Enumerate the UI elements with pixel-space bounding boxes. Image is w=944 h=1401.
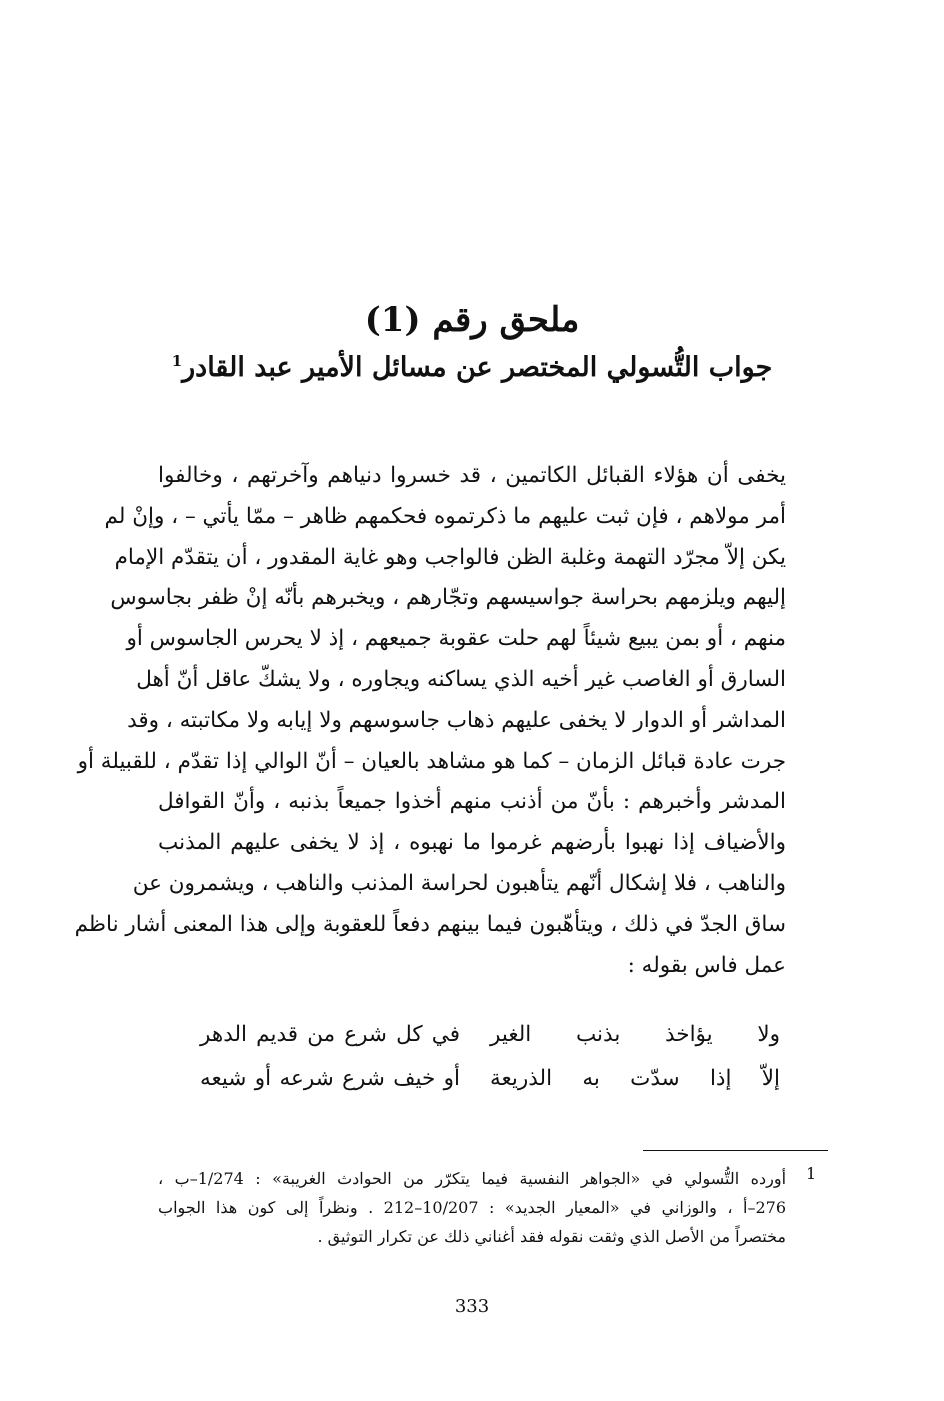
footnote-line: أورده التُّسولي في «الجواهر النفسية فيما يتكرّر من الحوادث الغريبة» : 1/274–ب ،	[158, 1169, 787, 1188]
verse-second-hemistich: أو خيف شرع شرعه أو شيعه	[200, 1066, 460, 1091]
verse-first-hemistich: إلاّ إذا سدّت به الذريعة	[490, 1066, 780, 1091]
body-line: عمل فاس بقوله :	[627, 952, 786, 978]
body-line: والناهب ، فلا إشكال أنّهم يتأهبون لحراسة المذنب والناهب ، ويشمرون عن	[132, 870, 786, 896]
page-number: 333	[454, 1296, 490, 1317]
subtitle-text: جواب التُّسولي المختصر عن مسائل الأمير عبد القادر	[182, 352, 773, 383]
body-paragraph	[74, 456, 786, 986]
body-line: المدشر وأخبرهم : بأنّ من أذنب منهم أخذوا جميعاً بذنبه ، وأنّ القوافل	[158, 789, 786, 815]
appendix-subtitle	[0, 352, 944, 383]
footnote	[158, 1164, 786, 1251]
body-line: السارق أو الغاصب غير أخيه الذي يساكنه ويجاوره ، ولا يشكّ عاقل أنّ أهل	[136, 666, 786, 692]
body-line: المداشر أو الدوار لا يخفى عليهم ذهاب جاسوسهم ولا إيابه ولا مكاتبته ، وقد	[127, 707, 786, 733]
body-line: والأضياف إذا نهبوا بأرضهم غرموا ما نهبوه ، إذ لا يخفى عليهم المذنب	[158, 830, 786, 856]
appendix-title: ملحق رقم (1)	[364, 300, 580, 340]
body-line: إليهم ويلزمهم بحراسة جواسيسهم وتجّارهم ، ويخبرهم بأنّه إنْ ظفر بجاسوس	[110, 585, 786, 611]
verse-second-hemistich: في كل شرع من قديم الدهر	[200, 1022, 460, 1047]
verse-first-hemistich: ولا يؤاخذ بذنب الغير	[490, 1022, 780, 1047]
footnote-reference: 1	[171, 352, 183, 370]
poem-verse	[200, 1066, 780, 1106]
body-line: يكن إلاّ مجرّد التهمة وغلبة الظن فالواجب وهو غاية المقدور ، أن يتقدّم الإمام	[114, 544, 786, 570]
footnote-line: مختصراً من الأصل الذي وثقت نقوله فقد أغناني ذلك عن تكرار التوثيق .	[317, 1227, 786, 1246]
footnote-line: 276–أ ، والوزاني في «المعيار الجديد» : 10/207–212 . ونظراً إلى كون هذا الجواب	[158, 1198, 786, 1217]
body-line: يخفى أن هؤلاء القبائل الكاتمين ، قد خسروا دنياهم وآخرتهم ، وخالفوا	[158, 463, 786, 488]
footnote-divider	[643, 1150, 828, 1151]
body-line: جرت عادة قبائل الزمان – كما هو مشاهد بالعيان – أنّ الوالي إذا تقدّم ، للقبيلة أو	[77, 748, 786, 774]
body-line: ساق الجدّ في ذلك ، ويتأهّبون فيما بينهم دفعاً للعقوبة وإلى هذا المعنى أشار ناظم	[74, 911, 786, 937]
body-line: منهم ، أو بمن يبيع شيئاً لهم حلت عقوبة جميعهم ، إذ لا يحرس الجاسوس أو	[126, 626, 786, 652]
poem-verse	[200, 1022, 780, 1062]
body-line: أمر مولاهم ، فإن ثبت عليهم ما ذكرتموه فحكمهم ظاهر – ممّا يأتي – ، وإنْ لم	[104, 503, 786, 529]
footnote-number: 1	[806, 1164, 817, 1183]
